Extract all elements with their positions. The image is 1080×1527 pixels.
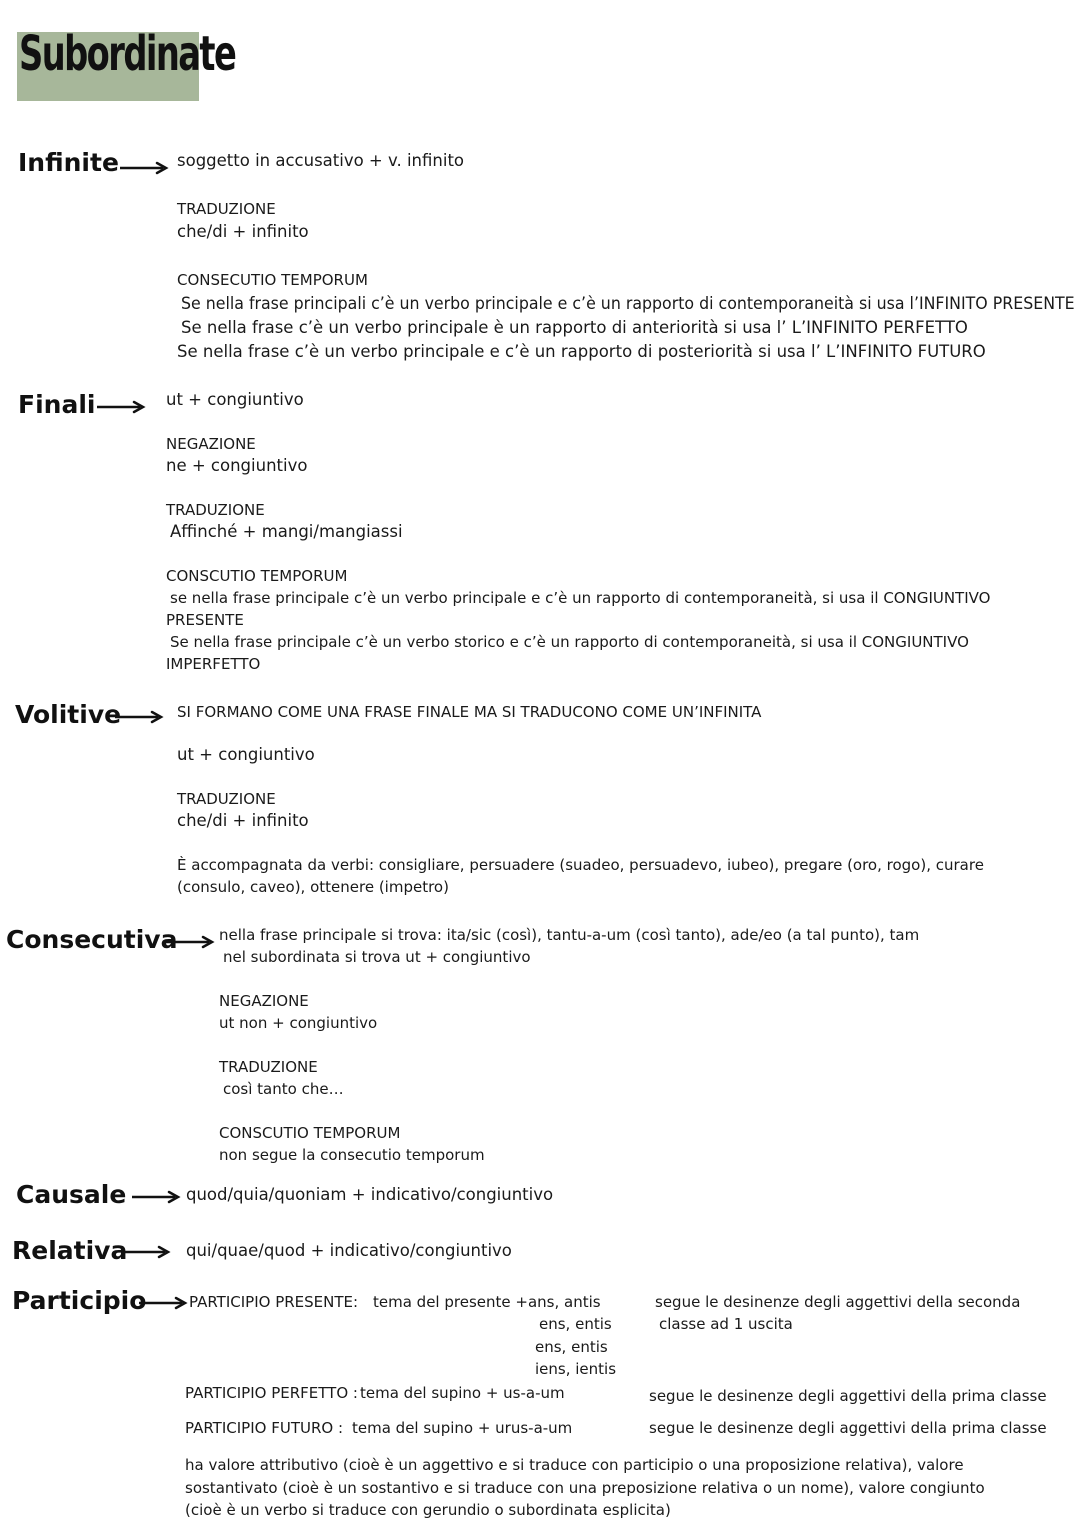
participio-perf-note: segue le desinenze degli aggettivi della prima classe	[649, 1387, 1047, 1405]
right-arrow-icon	[114, 709, 164, 725]
heading-volitive: Volitive	[15, 700, 122, 729]
infinite-ct-label: CONSECUTIO TEMPORUM	[177, 271, 368, 289]
infinite-ct-line-1: Se nella frase principali c’è un verbo principale e c’è un rapporto di contemporaneità si usa l’INFINITO PRESENTE	[181, 294, 1075, 313]
infinite-trad: che/di + infinito	[177, 222, 309, 241]
volitive-verbs-b: (consulo, caveo), ottenere (impetro)	[177, 878, 449, 896]
volitive-rule: ut + congiuntivo	[177, 745, 315, 764]
consecutiva-neg-label: NEGAZIONE	[219, 992, 309, 1010]
participio-pres-ending-3: iens, ientis	[535, 1360, 617, 1378]
finali-ct-line-2a: Se nella frase principale c’è un verbo storico e c’è un rapporto di contemporaneità, si usa il CONGIUNTIVO	[170, 633, 969, 651]
participio-perf-rule: tema del supino + us-a-um	[360, 1384, 565, 1402]
participio-pres-note-2: classe ad 1 uscita	[659, 1315, 793, 1333]
finali-ct-line-1b: PRESENTE	[166, 611, 244, 629]
heading-relativa: Relativa	[12, 1236, 128, 1265]
right-arrow-icon	[96, 399, 146, 415]
participio-value-line-1: ha valore attributivo (cioè è un aggettivo e si traduce con participio o una proposizione relativa), valore	[185, 1456, 964, 1474]
participio-pres-ending-1: ens, entis	[539, 1315, 612, 1333]
heading-infinite: Infinite	[18, 148, 119, 177]
participio-fut-rule: tema del supino + urus-a-um	[352, 1419, 573, 1437]
participio-value-line-2: sostantivato (cioè è un sostantivo e si traduce con una preposizione relativa o un nome), valore congiunto	[185, 1479, 985, 1497]
relativa-rule: qui/quae/quod + indicativo/congiuntivo	[186, 1241, 512, 1260]
consecutiva-neg: ut non + congiuntivo	[219, 1014, 378, 1032]
participio-fut-note: segue le desinenze degli aggettivi della prima classe	[649, 1419, 1047, 1437]
infinite-trad-label: TRADUZIONE	[177, 200, 276, 218]
consecutiva-trad-label: TRADUZIONE	[219, 1058, 318, 1076]
heading-finali: Finali	[18, 390, 96, 419]
page-title: Subordinate	[19, 26, 236, 82]
right-arrow-icon	[121, 1244, 171, 1260]
heading-participio: Participio	[12, 1286, 147, 1315]
finali-ct-label: CONSCUTIO TEMPORUM	[166, 567, 348, 585]
right-arrow-icon	[119, 160, 169, 176]
infinite-ct-line-2: Se nella frase c’è un verbo principale è un rapporto di anteriorità si usa l’ L’INFINITO PERFETTO	[181, 318, 968, 337]
participio-pres-note-1: segue le desinenze degli aggettivi della seconda	[655, 1293, 1021, 1311]
participio-perf-label: PARTICIPIO PERFETTO :	[185, 1384, 358, 1402]
right-arrow-icon	[131, 1189, 181, 1205]
participio-fut-label: PARTICIPIO FUTURO :	[185, 1419, 344, 1437]
finali-trad: Affinché + mangi/mangiassi	[170, 522, 403, 541]
consecutiva-ct-label: CONSCUTIO TEMPORUM	[219, 1124, 401, 1142]
causale-rule: quod/quia/quoniam + indicativo/congiuntivo	[186, 1185, 554, 1204]
heading-consecutiva: Consecutiva	[6, 925, 178, 954]
participio-pres-rule: tema del presente +ans, antis	[373, 1293, 601, 1311]
volitive-trad-label: TRADUZIONE	[177, 790, 276, 808]
finali-ct-line-2b: IMPERFETTO	[166, 655, 261, 673]
volitive-trad: che/di + infinito	[177, 811, 309, 830]
infinite-ct-line-3: Se nella frase c’è un verbo principale e c’è un rapporto di posteriorità si usa l’ L’INFINITO FUTURO	[177, 342, 986, 361]
finali-trad-label: TRADUZIONE	[166, 501, 265, 519]
volitive-verbs-a: È accompagnata da verbi: consigliare, persuadere (suadeo, persuadevo, iubeo), pregare (oro, rogo), curare	[177, 856, 984, 874]
infinite-rule: soggetto in accusativo + v. infinito	[177, 151, 465, 170]
finali-ct-line-1a: se nella frase principale c’è un verbo principale e c’è un rapporto di contemporaneità, si usa il CONGIUNTIVO	[170, 589, 991, 607]
right-arrow-icon	[138, 1295, 188, 1311]
participio-value-line-3: (cioè è un verbo si traduce con gerundio o subordinata esplicita)	[185, 1501, 671, 1519]
volitive-note: SI FORMANO COME UNA FRASE FINALE MA SI TRADUCONO COME UN’INFINITA	[177, 703, 762, 721]
participio-pres-label: PARTICIPIO PRESENTE:	[189, 1293, 359, 1311]
right-arrow-icon	[165, 934, 215, 950]
finali-rule: ut + congiuntivo	[166, 390, 304, 409]
consecutiva-ct: non segue la consecutio temporum	[219, 1146, 485, 1164]
finali-neg: ne + congiuntivo	[166, 456, 308, 475]
consecutiva-rule-2: nel subordinata si trova ut + congiuntivo	[223, 948, 531, 966]
finali-neg-label: NEGAZIONE	[166, 435, 256, 453]
consecutiva-trad: così tanto che…	[223, 1080, 344, 1098]
consecutiva-rule-1: nella frase principale si trova: ita/sic (così), tantu-a-um (così tanto), ade/eo (a tal punto), tam	[219, 926, 920, 944]
heading-causale: Causale	[16, 1180, 127, 1209]
participio-pres-ending-2: ens, entis	[535, 1338, 608, 1356]
